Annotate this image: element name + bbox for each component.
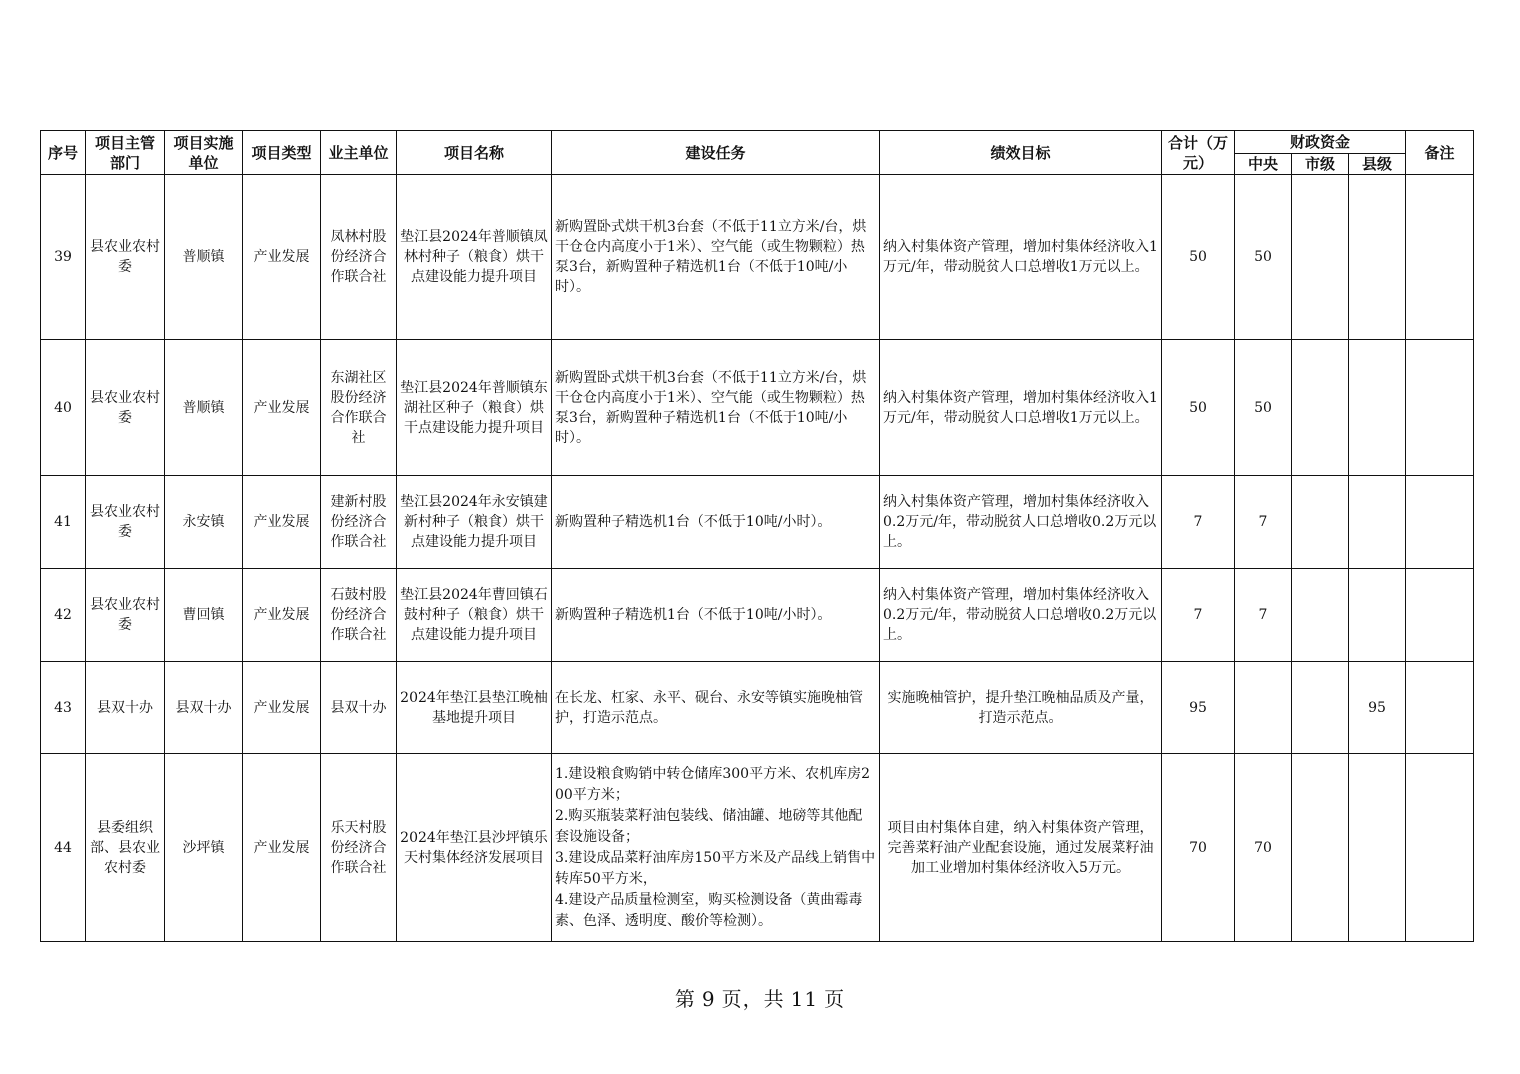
header-goal: 绩效目标 xyxy=(880,131,1162,175)
cell-goal: 纳入村集体资产管理，增加村集体经济收入1万元/年，带动脱贫人口总增收1万元以上。 xyxy=(880,340,1162,476)
cell-note xyxy=(1406,662,1474,754)
cell-total: 7 xyxy=(1162,476,1235,569)
cell-task: 新购置卧式烘干机3台套（不低于11立方米/台，烘干仓仓内高度小于1米）、空气能（或生物颗粒）热泵3台，新购置种子精选机1台（不低于10吨/小时）。 xyxy=(552,175,880,340)
cell-county xyxy=(1349,476,1406,569)
cell-total: 50 xyxy=(1162,340,1235,476)
cell-seq: 44 xyxy=(41,754,86,942)
cell-impl: 县双十办 xyxy=(165,662,243,754)
page-footer xyxy=(0,983,1520,1012)
table-row xyxy=(41,754,1474,942)
cell-type: 产业发展 xyxy=(243,569,321,662)
cell-county xyxy=(1349,175,1406,340)
cell-county: 95 xyxy=(1349,662,1406,754)
header-fiscal: 财政资金 xyxy=(1235,131,1406,154)
cell-city xyxy=(1292,754,1349,942)
table-row xyxy=(41,569,1474,662)
cell-total: 70 xyxy=(1162,754,1235,942)
cell-total: 7 xyxy=(1162,569,1235,662)
task-line: 4.建设产品质量检测室，购买检测设备（黄曲霉毒素、色泽、透明度、酸价等检测）。 xyxy=(555,891,863,929)
cell-dept: 县农业农村委 xyxy=(86,569,165,662)
cell-name: 2024年垫江县沙坪镇乐天村集体经济发展项目 xyxy=(397,754,552,942)
header-impl: 项目实施单位 xyxy=(165,131,243,175)
footer-page-number: 9 xyxy=(701,987,716,1011)
header-note: 备注 xyxy=(1406,131,1474,175)
cell-seq: 42 xyxy=(41,569,86,662)
project-table xyxy=(40,130,1474,942)
cell-city xyxy=(1292,340,1349,476)
header-central: 中央 xyxy=(1235,154,1292,175)
header-total: 合计（万元） xyxy=(1162,131,1235,175)
cell-note xyxy=(1406,175,1474,340)
cell-owner: 建新村股份经济合作联合社 xyxy=(321,476,397,569)
cell-owner: 石鼓村股份经济合作联合社 xyxy=(321,569,397,662)
cell-note xyxy=(1406,754,1474,942)
cell-county xyxy=(1349,569,1406,662)
cell-name: 垫江县2024年永安镇建新村种子（粮食）烘干点建设能力提升项目 xyxy=(397,476,552,569)
table-row xyxy=(41,175,1474,340)
cell-owner: 县双十办 xyxy=(321,662,397,754)
cell-impl: 普顺镇 xyxy=(165,175,243,340)
cell-central: 50 xyxy=(1235,340,1292,476)
task-line: 1.建设粮食购销中转仓储库300平方米、农机库房200平方米； xyxy=(555,765,870,803)
cell-note xyxy=(1406,340,1474,476)
table-row xyxy=(41,476,1474,569)
cell-central: 50 xyxy=(1235,175,1292,340)
cell-task: 新购置种子精选机1台（不低于10吨/小时）。 xyxy=(552,569,880,662)
cell-city xyxy=(1292,175,1349,340)
cell-impl: 普顺镇 xyxy=(165,340,243,476)
cell-owner: 东湖社区股份经济合作联合社 xyxy=(321,340,397,476)
cell-goal: 项目由村集体自建，纳入村集体资产管理，完善菜籽油产业配套设施，通过发展菜籽油加工业增加村集体经济收入5万元。 xyxy=(880,754,1162,942)
cell-name: 垫江县2024年普顺镇凤林村种子（粮食）烘干点建设能力提升项目 xyxy=(397,175,552,340)
cell-city xyxy=(1292,569,1349,662)
footer-suffix: 页 xyxy=(824,987,846,1011)
cell-city xyxy=(1292,476,1349,569)
cell-task: 新购置种子精选机1台（不低于10吨/小时）。 xyxy=(552,476,880,569)
cell-central: 7 xyxy=(1235,476,1292,569)
cell-name: 2024年垫江县垫江晚柚基地提升项目 xyxy=(397,662,552,754)
cell-dept: 县委组织部、县农业农村委 xyxy=(86,754,165,942)
cell-central: 70 xyxy=(1235,754,1292,942)
cell-seq: 41 xyxy=(41,476,86,569)
cell-seq: 40 xyxy=(41,340,86,476)
cell-dept: 县农业农村委 xyxy=(86,175,165,340)
cell-impl: 永安镇 xyxy=(165,476,243,569)
cell-owner: 凤林村股份经济合作联合社 xyxy=(321,175,397,340)
cell-central xyxy=(1235,662,1292,754)
header-name: 项目名称 xyxy=(397,131,552,175)
cell-goal: 实施晚柚管护，提升垫江晚柚品质及产量，打造示范点。 xyxy=(880,662,1162,754)
footer-mid: 页，共 xyxy=(721,987,785,1011)
cell-dept: 县双十办 xyxy=(86,662,165,754)
cell-total: 95 xyxy=(1162,662,1235,754)
table-row xyxy=(41,662,1474,754)
cell-total: 50 xyxy=(1162,175,1235,340)
cell-goal: 纳入村集体资产管理，增加村集体经济收入0.2万元/年，带动脱贫人口总增收0.2万元以上。 xyxy=(880,569,1162,662)
header-dept: 项目主管部门 xyxy=(86,131,165,175)
cell-type: 产业发展 xyxy=(243,175,321,340)
cell-county xyxy=(1349,340,1406,476)
cell-goal: 纳入村集体资产管理，增加村集体经济收入0.2万元/年，带动脱贫人口总增收0.2万元以上。 xyxy=(880,476,1162,569)
header-type: 项目类型 xyxy=(243,131,321,175)
footer-prefix: 第 xyxy=(674,987,696,1011)
cell-dept: 县农业农村委 xyxy=(86,476,165,569)
header-county: 县级 xyxy=(1349,154,1406,175)
cell-name: 垫江县2024年曹回镇石鼓村种子（粮食）烘干点建设能力提升项目 xyxy=(397,569,552,662)
header-owner: 业主单位 xyxy=(321,131,397,175)
cell-city xyxy=(1292,662,1349,754)
cell-seq: 39 xyxy=(41,175,86,340)
cell-dept: 县农业农村委 xyxy=(86,340,165,476)
cell-county xyxy=(1349,754,1406,942)
header-seq: 序号 xyxy=(41,131,86,175)
cell-type: 产业发展 xyxy=(243,662,321,754)
cell-type: 产业发展 xyxy=(243,340,321,476)
task-line: 3.建设成品菜籽油库房150平方米及产品线上销售中转库50平方米， xyxy=(555,849,876,887)
footer-total-pages: 11 xyxy=(790,987,819,1011)
cell-note xyxy=(1406,476,1474,569)
cell-seq: 43 xyxy=(41,662,86,754)
cell-impl: 沙坪镇 xyxy=(165,754,243,942)
cell-task: 新购置卧式烘干机3台套（不低于11立方米/台，烘干仓仓内高度小于1米）、空气能（或生物颗粒）热泵3台，新购置种子精选机1台（不低于10吨/小时）。 xyxy=(552,340,880,476)
cell-note xyxy=(1406,569,1474,662)
header-city: 市级 xyxy=(1292,154,1349,175)
cell-type: 产业发展 xyxy=(243,754,321,942)
cell-task: 在长龙、杠家、永平、砚台、永安等镇实施晚柚管护，打造示范点。 xyxy=(552,662,880,754)
cell-task xyxy=(552,754,880,942)
cell-name: 垫江县2024年普顺镇东湖社区种子（粮食）烘干点建设能力提升项目 xyxy=(397,340,552,476)
cell-central: 7 xyxy=(1235,569,1292,662)
cell-owner: 乐天村股份经济合作联合社 xyxy=(321,754,397,942)
cell-impl: 曹回镇 xyxy=(165,569,243,662)
task-line: 2.购买瓶装菜籽油包装线、储油罐、地磅等其他配套设施设备； xyxy=(555,807,863,845)
cell-goal: 纳入村集体资产管理，增加村集体经济收入1万元/年，带动脱贫人口总增收1万元以上。 xyxy=(880,175,1162,340)
cell-type: 产业发展 xyxy=(243,476,321,569)
header-task: 建设任务 xyxy=(552,131,880,175)
table-row xyxy=(41,340,1474,476)
